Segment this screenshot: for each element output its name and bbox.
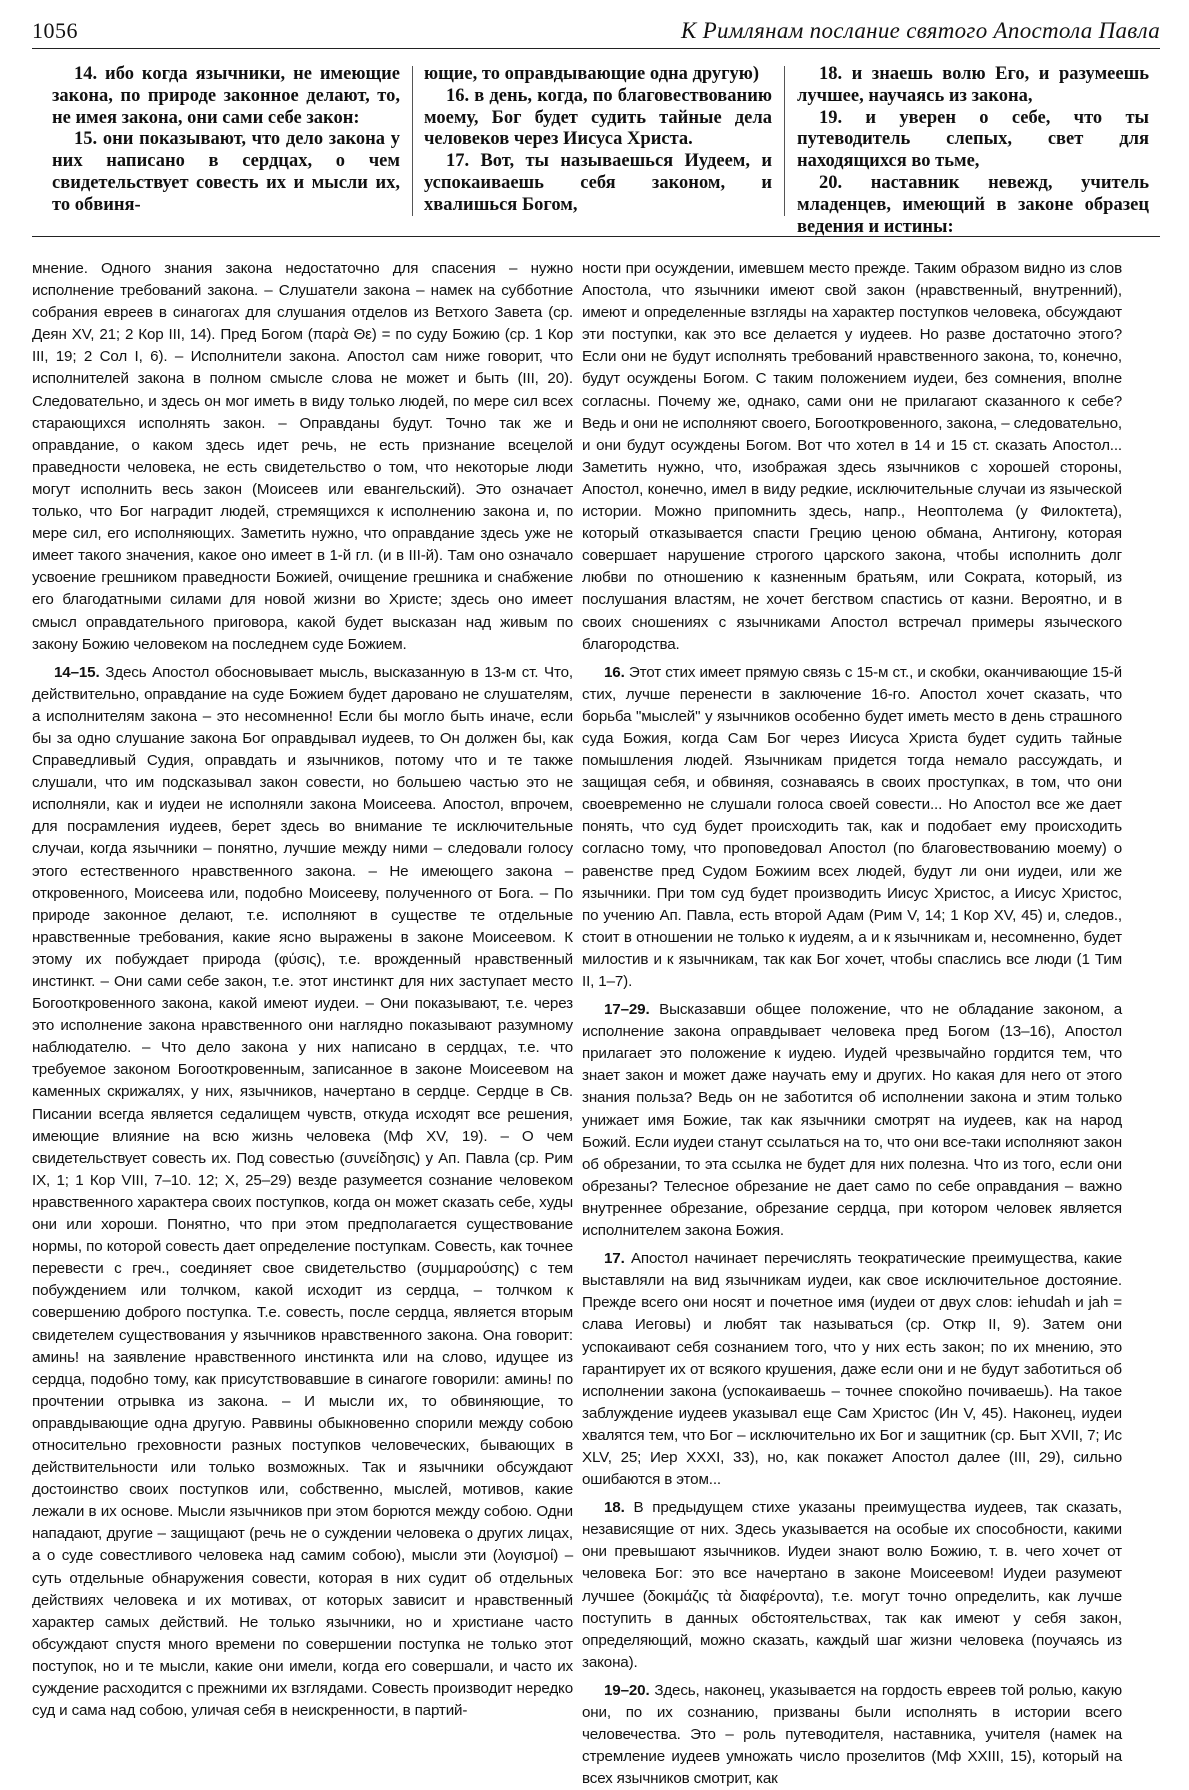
commentary-column-left [32,258,573,1720]
commentary-text: Здесь, наконец, указывается на гордость евреев той ролью, какую они, по их сознанию, призваны были исполнять в истории всего человечества. Это – роль путеводителя, наставника, учителя (намек на стремление иудеев умножать число прозелитов (Мф XXIII, 15), который на всех язычников смотрит, как [582,1681,1122,1788]
verse-column-1 [52,64,400,224]
commentary-text: Этот стих имеет прямую связь с 15-м ст., и скобки, оканчивающие 15-й стих, лучше перенести в заключение 16-го. Апостол хочет сказать, что борьба "мыслей" у язычников особенно будет иметь место в день страшного суда Божия, когда Сам Бог через Иисуса Христа будет судить тайные помышления людей. Язычникам придется тогда немало рассуждать, и защищая себя, и обвиняя, сознаваясь в своих проступках, в том, что они своевременно не слушали голоса своей совести... Но Апостол все же дает понять, что суд будет происходить так, как и подобает ему происходить согласно тому, что проповедовал Апостол (по благовествованию моему) о равенстве пред Судом Божиим всех людей, будут ли они иудеи, или же язычники. При том суд будет производить Иисус Христос, а Иисус Христос, по учению Ап. Павла, есть второй Адам (Рим V, 14; 1 Кор XV, 45) и, следов., стоит в отношении не только к иудеям, а и к язычникам и, несомненно, будет милостив и к язычникам, так как Бог хочет, чтобы спаслись все люди (1 Тим II, 1–7). [582,663,1122,990]
commentary-paragraph [582,662,1122,993]
column-divider [412,66,413,216]
commentary-paragraph [582,999,1122,1242]
verse-reference: 17–29. [604,1001,650,1019]
verse-reference: 19–20. [604,1681,650,1699]
commentary-text: В предыдущем стихе указаны преимущества иудеев, так сказать, независящие от них. Здесь указывается на особые их способности, какими они превышают язычников. Иудеи знают волю Божию, т. в. чего хочет от человека Бог: это все начертано в законе Моисеевом! Иудеи разумеют лучшее (δοκιμάζις τὰ διαφέροντα), т.е. могут точно определить, как лучше поступить в данных обстоятельствах, так как имеют у себя закон, определяющий, можно сказать, каждый шаг жизни человека (поучаясь из закона). [582,1499,1122,1671]
commentary-paragraph [32,662,573,1723]
verse-reference: 14–15. [54,663,100,681]
verse-14: 14. ибо когда язычники, не имеющие закона, по природе законное делают, то, не имея закона, они сами себе закон: [52,64,400,128]
verse-16: 16. в день, когда, по благовествованию моему, Бог будет судить тайные дела человеков через Иисуса Христа. [424,85,772,150]
commentary-paragraph [582,1497,1122,1674]
commentary-paragraph: мнение. Одного знания закона недостаточно для спасения – нужно исполнение требований закона. – Слушатели закона – намек на субботние собрания евреев в синагогах для слушания отделов из Ветхого Завета (ср. Деян XV, 21; 2 Кор III, 14). Пред Богом (παρὰ Θε) = по суду Божию (ср. 1 Кор III, 19; 2 Сол I, 6). – Исполнители закона. Апостол сам ниже говорит, что исполнителей закона в полном смысле слова не может и быть (III, 20). Следовательно, и здесь он мог иметь в виду только людей, по мере сил всех старающихся исполнять закон. – Оправданы будут. Точно так же и оправдание, о каком здесь идет речь, не есть признание всецелой праведности человека, не есть свидетельство о том, что некоторые люди могут исполнить весь закон (Моисеев или евангельский). Это означает только, что Бог наградит людей, стремящихся к исполнению закона и, по мере сил, его исполняющих. Заметить нужно, что оправдание здесь уже не имеет такого значения, какое оно имеет в 1-й гл. (и в III-й). Там оно означало усвоение грешником праведности Божией, очищение грешника и снабжение его благодатными силами для новой жизни во Христе; здесь оно имеет смысл оправдательного приговора, какой будет высказан над живым по закону Божию человеком на последнем суде Божием. [32,260,573,653]
commentary-text: Высказавши общее положение, что не обладание законом, а исполнение закона оправдывает человека пред Богом (13–16), Апостол прилагает это положение к иудею. Иудей чрезвычайно гордится тем, что знает закон и может даже научать ему и других. Но какая для него от этого знания польза? Ведь он не заботится об исполнении закона и этим только унижает имя Божие, так как язычники смотрят на иудеев, как на народ Божий. Если иудеи станут ссылаться на то, что они все-таки исполняют закон об обрезании, то эта ссылка не будет для них полезна. Что из того, если они обрезаны? Телесное обрезание не дает само по себе оправдания – важно внутреннее обрезание, обрезание сердца, при котором человек является исполнителем закона Божия. [582,1001,1122,1240]
verse-19: 19. и уверен о себе, что ты путеводитель слепых, свет для находящихся во тьме, [797,107,1149,172]
verse-reference: 16. [604,663,625,681]
commentary-text: Апостол начинает перечислять теократические преимущества, какие выставляли на вид язычникам иудеи, как свое исключительное достояние. Прежде всего они носят и почетное имя (иудеи от двух слов: iehudah и jah = слава Иеговы) и любят так называться (ср. Откр II, 9). Затем они успокаивают себя сознанием того, что у них есть закон; по их мнению, это гарантирует их от всякого крушения, даже если они и не будут заботиться об исполнении закона (успокаиваешь – точнее спокойно почиваешь). На такое заблуждение иудеев указывал еще Сам Христос (Ин V, 45). Наконец, иудеи хвалятся тем, что Бог – исключительно их Бог и защитник (ср. Быт XVII, 7; Ис XLV, 25; Иер XXXI, 33), но, как покажет Апостол далее (III, 29), сильно ошибаются в этом... [582,1250,1122,1489]
verse-15: 15. они показывают, что дело закона у них написано в сердцах, о чем свидетельствует совесть их и мысли их, то обвиня- [52,129,400,215]
verse-20: 20. наставник невежд, учитель младенцев, имеющий в законе образец ведения и истины: [797,172,1149,237]
verse-reference: 18. [604,1499,625,1517]
verse-17: 17. Вот, ты называешься Иудеем, и успокаиваешь себя законом, и хвалишься Богом, [424,151,772,215]
verse-reference: 17. [604,1250,625,1268]
commentary-paragraph [582,1680,1122,1790]
commentary-text: Здесь Апостол обосновывает мысль, высказанную в 13-м ст. Что, действительно, оправдание на суде Божием будет даровано не слушателям, а исполнителям закона – это несомненно! Если бы могло быть иначе, если бы за одно слушание закона Бог оправдывал иудеев, то Он должен бы, как Справедливый Судия, оправдать и язычников, потому что и те также слушали, что им подсказывал закон совести, но большею частью это не исполняли, как и иудеи не исполняли закона Моисеева. Апостол, впрочем, для посрамления иудеев, берет здесь во внимание те исключительные случаи, когда язычники – понятно, лучшие между ними – следовали голосу этого естественного нравственного закона. – Не имеющего закона – откровенного, Моисеева или, подобно Моисееву, полученного от Бога. – По природе законное делают, т.е. исполняют в существе те отдельные нравственные требования, какие ясно выражены в законе Моисеевом. К этому их побуждает природа (φύσις), т.е. врожденный нравственный инстинкт. – Они сами себе закон, т.е. этот инстинкт для них заступает место Богооткровенного закона, какой имеют иудеи. – Они показывают, т.е. через это исполнение закона нравственного они наглядно показывают разумному наблюдателю. – Что дело закона у них написано в сердцах, т.е. что требуемое законом Богооткровенным, записанное в законе Моисеевом на каменных скрижалях, у них, язычников, начертано в сердце. Сердце в Св. Писании всегда является седалищем чувств, откуда исходят все решения, имеющие влияние на всю жизнь человека (Мф XV, 19). – О чем свидетельствует совесть их. Под совестью (συνείδησις) у Ап. Павла (ср. Рим IX, 1; 1 Кор VIII, 7–10. 12; X, 25–29) везде разумеется сознание человеком нравственного характера своих поступков, когда он может сказать себе, худы они или хороши. Понятно, что при этом предполагается существование нормы, по которой совесть дает определение поступкам. Совесть, как точнее перевести с греч., соединяет свое свидетельство (συμμαρούσης) с тем побуждением или толчком, какой исходит из сердца, – толчком к совершению доброго поступка. Т.е. совесть, после сердца, является вторым свидетелем существования у язычников нравственного закона. Она говорит: аминь! на заявление нравственного инстинкта или на слово, идущее из сердца, подобно тому, как присутствовавшие в синагоге говорили: аминь! по прочтении отрывка из закона. – И мысли их, то обвиняющие, то оправдывающие одна другую. Раввины обыкновенно спорили между собою относительно греховности разных поступков человеческих, бывающих в действительности или только возможных. Так и язычники обсуждают достоинство своих поступков или, собственно, мыслей, мотивов, какие лежали в их основе. Мысли язычников при этом борются между собою. Одни нападают, другие – защищают (речь не о суждении человека о других лицах, а о суде совестливого человека над самим собою), мысли эти (λογισμοί) – суть отдельные обнаружения совести, которая в них судит об отдельных действиях человека и их мотивах, от которых зависит и нравственный характер самых действий. Не только язычники, но и христиане часто обсуждают спустя много времени по совершении поступка не только этот поступок, но и те мысли, какие они имели, когда его совершали, и часто их суждение расходится с прежними их взглядами. Совесть производит нередко суд и сама над собою, уличая себя в неискренности, в партий- [32,663,573,1720]
verse-column-3 [797,64,1149,237]
scripture-verses [32,64,1160,237]
page-number: 1056 [32,18,78,43]
running-title: К Римлянам послание святого Апостола Павла [681,18,1160,43]
commentary-paragraph: ности при осуждении, имевшем место прежде. Таким образом видно из слов Апостола, что язычники имеют свой закон (нравственный, внутренний), имеют и определенные взгляды на характер поступков человека, обсуждают эти поступки, как это все делается у иудеев. Но разве достаточно этого? Если они не будут исполнять требований нравственного закона, то, конечно, будут осуждены Богом. С таким положением иудеи, без сомнения, вполне согласны. Почему же, однако, сами они не прилагают сказанного к себе? Ведь и они не исполняют своего, Богооткровенного, закона, – следовательно, и они будут осуждены Богом. Вот что хотел в 14 и 15 ст. сказать Апостол... Заметить нужно, что, изображая здесь язычников с хорошей стороны, Апостол, конечно, имел в виду редкие, исключительные случаи из языческой истории. Можно припомнить здесь, напр., Неоптолема (у Филоктета), который отказывается спасти Грецию ценою обмана, Антигону, которая совершает нарушение строгого царского закона, чтобы исполнить долг любви по отношению к казненным братьям, или Сократа, который, из послушания властям, не хочет бегством спастись от казни. Вероятно, и в своих сношениях с язычниками Апостол встречал примеры языческого благородства. [582,260,1122,653]
commentary-paragraph [582,1248,1122,1491]
commentary-column-right [582,258,1122,1788]
verse-column-2 [424,64,772,224]
section-divider [32,236,1160,237]
page-header [32,14,1160,49]
verse-15-continued: ющие, то оправдывающие одна другую) [424,64,760,84]
column-divider [784,66,785,216]
verse-18: 18. и знаешь волю Его, и разумеешь лучшее, научаясь из закона, [797,64,1149,106]
